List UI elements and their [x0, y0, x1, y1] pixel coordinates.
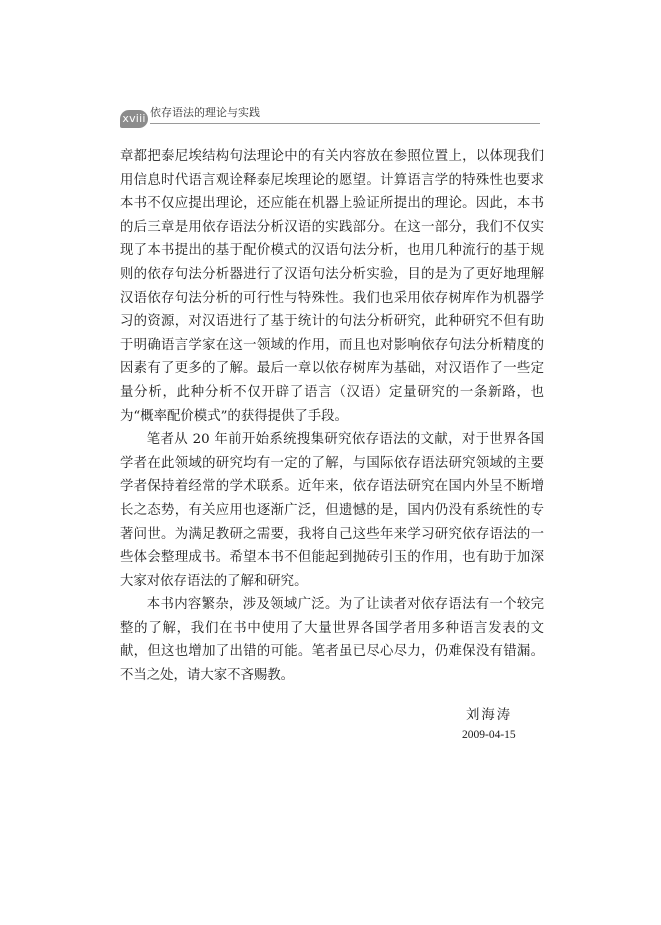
- header-divider: [150, 123, 540, 124]
- running-header: [120, 106, 540, 130]
- paragraph-continued: 章都把泰尼埃结构句法理论中的有关内容放在参照位置上，以体现我们用信息时代语言观诠释泰尼埃理论的愿望。计算语言学的特殊性也要求本书不仅应提出理论，还应能在机器上验证所提出的理论。因此，本书的后三章是用依存语法分析汉语的实践部分。在这一部分，我们不仅实现了本书提出的基于配价模式的汉语句法分析，也用几种流行的基于规则的依存句法分析器进行了汉语句法分析实验，目的是为了更好地理解汉语依存句法分析的可行性与特殊性。我们也采用依存树库作为机器学习的资源，对汉语进行了基于统计的句法分析研究，此种研究不但有助于明确语言学家在这一领域的作用，而且也对影响依存句法分析精度的因素有了更多的了解。最后一章以依存树库为基础，对汉语作了一些定量分析，此种分析不仅开辟了语言（汉语）定量研究的一条新路，也为“概率配价模式”的获得提供了手段。: [120, 149, 544, 424]
- paragraph: 笔者从 20 年前开始系统搜集研究依存语法的文献，对于世界各国学者在此领域的研究均有一定的了解，与国际依存语法研究领域的主要学者保持着经常的学术联系。近年来，依存语法研究在国内外呈不断增长之态势，有关应用也逐渐广泛，但遗憾的是，国内仍没有系统性的专著问世。为满足教研之需要，我将自己这些年来学习研究依存语法的一些体会整理成书。希望本书不但能起到抛砖引玉的作用，也有助于加深大家对依存语法的了解和研究。: [120, 432, 544, 589]
- signature-date: 2009-04-15: [462, 729, 516, 741]
- paragraph: 本书内容繁杂，涉及领域广泛。为了让读者对依存语法有一个较完整的了解，我们在书中使用了大量世界各国学者用多种语言发表的文献，但这也增加了出错的可能。笔者虽已尽心尽力，仍难保没有错漏。不当之处，请大家不吝赐教。: [120, 597, 544, 684]
- page-number-badge: xviii: [120, 110, 148, 128]
- body-text: [120, 145, 544, 688]
- running-header-title: 依存语法的理论与实践: [150, 106, 260, 119]
- author-signature: 刘海涛: [466, 708, 513, 723]
